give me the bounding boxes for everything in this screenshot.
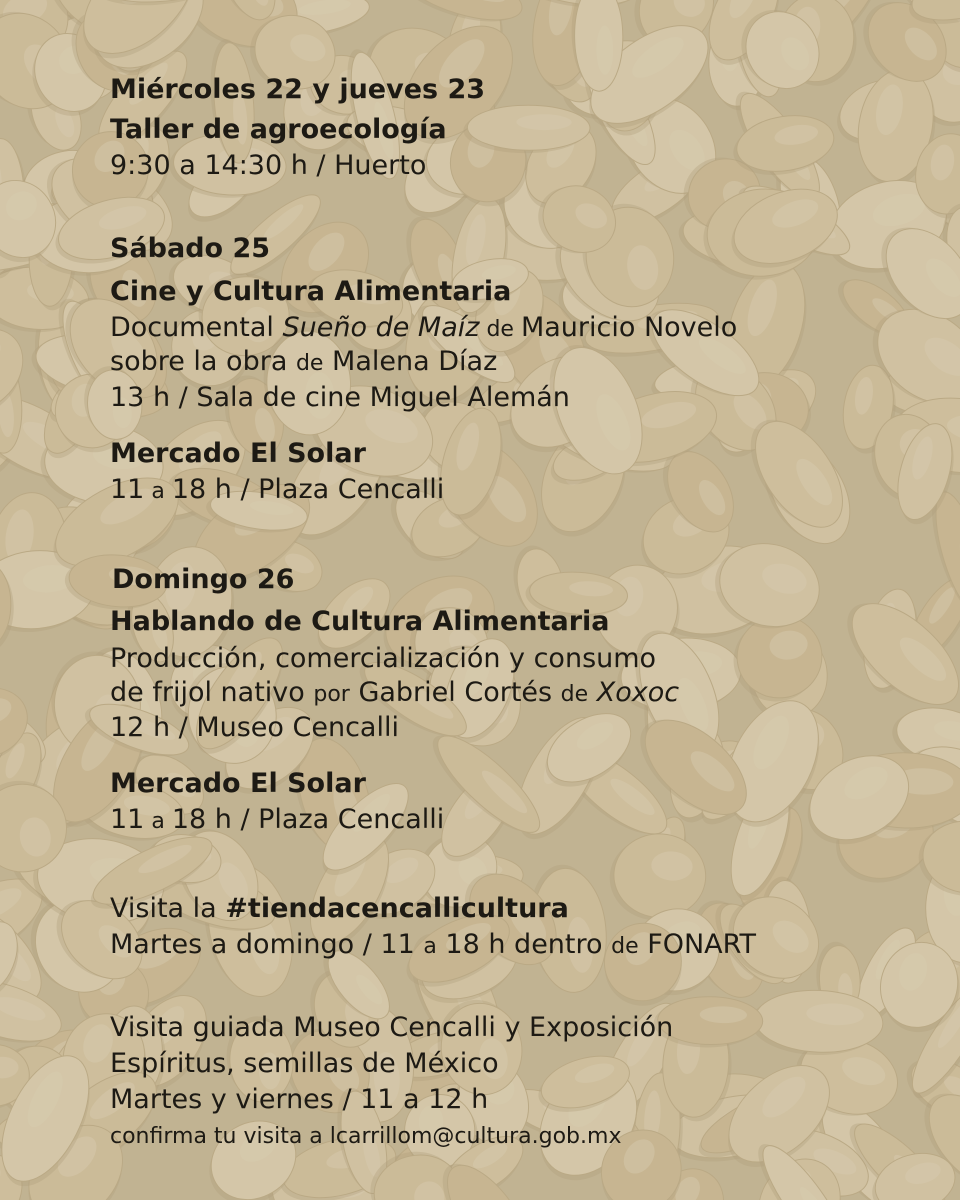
event-desc-documental — [110, 314, 737, 341]
day-heading-wed-thu: Miércoles 22 y jueves 23 — [110, 74, 486, 105]
shop-detail-b: 18 h dentro — [436, 929, 612, 960]
event-desc-documental-line2 — [110, 348, 497, 375]
event-time-market-sun — [110, 806, 444, 833]
talk-line2-por: por — [313, 682, 350, 707]
day-heading-sat: Sábado 25 — [110, 233, 271, 264]
tour-confirm-email: confirma tu visita a lcarrillom@cultura.gob.mx — [110, 1124, 622, 1149]
shop-detail-a: Martes a domingo / 11 — [110, 929, 424, 960]
shop-detail-small-de: de — [611, 934, 639, 959]
event-desc-talk-line1: Producción, comercialización y consumo — [110, 643, 657, 674]
shop-title — [110, 895, 569, 922]
market-sun-small: a — [144, 809, 172, 834]
talk-line2-italic: Xoxoc — [588, 677, 680, 708]
shop-detail-small-a: a — [423, 934, 437, 959]
market-sat-small: a — [144, 479, 172, 504]
event-time-cine: 13 h / Sala de cine Miguel Alemán — [110, 382, 570, 413]
shop-detail-c: FONART — [638, 929, 756, 960]
tour-line2: Espíritus, semillas de México — [110, 1048, 499, 1079]
event-title-market-sun: Mercado El Solar — [110, 768, 366, 799]
event-title-agroecology: Taller de agroecología — [110, 114, 447, 145]
event-title-talk: Hablando de Cultura Alimentaria — [110, 606, 610, 637]
tour-line1: Visita guiada Museo Cencalli y Exposición — [110, 1012, 674, 1043]
event-time-market-sat — [110, 476, 444, 503]
doc-author: Mauricio Novelo — [520, 312, 738, 343]
event-time-talk: 12 h / Museo Cencalli — [110, 712, 399, 743]
shop-title-prefix: Visita la — [110, 893, 226, 924]
doc-prefix: Documental — [110, 312, 283, 343]
shop-detail — [110, 931, 756, 958]
doc-line2-a: sobre la obra — [110, 346, 296, 377]
tour-schedule: Martes y viernes / 11 a 12 h — [110, 1084, 489, 1115]
talk-line2-b: Gabriel Cortés — [349, 677, 561, 708]
doc-film-title: Sueño de Maíz — [282, 312, 480, 343]
doc-de: de — [479, 317, 521, 342]
day-heading-sun: Domingo 26 — [112, 564, 295, 595]
talk-line2-de: de — [560, 682, 589, 707]
talk-line2-a: de frijol nativo — [110, 677, 314, 708]
event-title-cine: Cine y Cultura Alimentaria — [110, 276, 512, 307]
doc-line2-de: de — [295, 351, 324, 376]
market-sat-a: 11 — [110, 474, 145, 505]
event-title-market-sat: Mercado El Solar — [110, 438, 366, 469]
doc-line2-b: Malena Díaz — [323, 346, 498, 377]
market-sun-a: 11 — [110, 804, 145, 835]
market-sun-b: 18 h / Plaza Cencalli — [171, 804, 445, 835]
shop-hashtag: #tiendacencallicultura — [225, 893, 569, 924]
event-desc-talk-line2 — [110, 679, 679, 706]
market-sat-b: 18 h / Plaza Cencalli — [171, 474, 445, 505]
event-time-agroecology: 9:30 a 14:30 h / Huerto — [110, 150, 427, 181]
